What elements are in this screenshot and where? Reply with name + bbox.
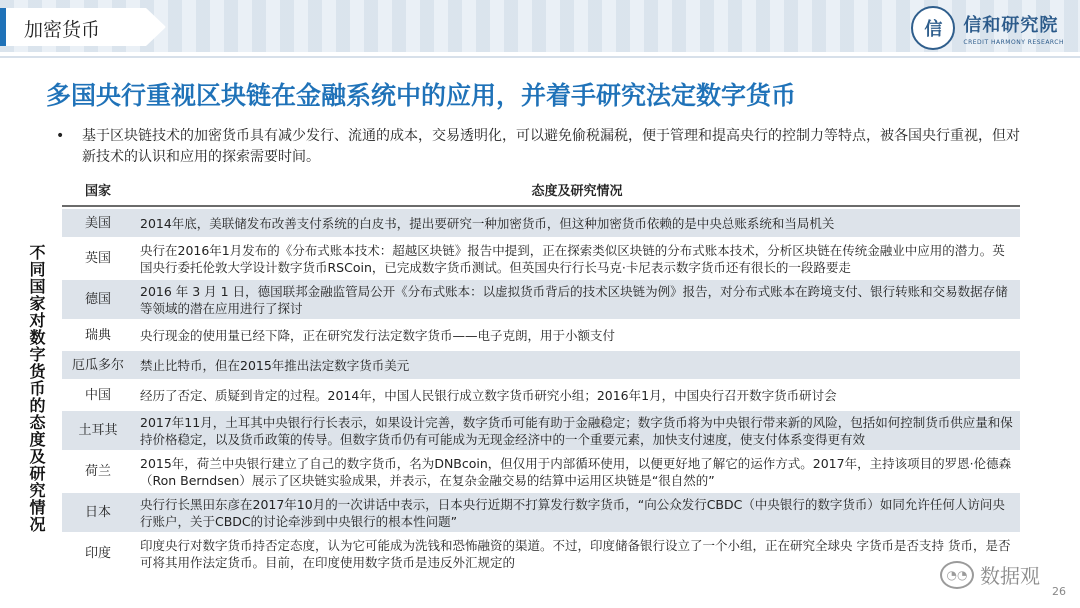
attitude-cell: 央行行长黑田东彦在2017年10月的一次讲话中表示，日本央行近期不打算发行数字货币，“向公众发行CBDC（中央银行的数字货币）如同允许任何人访问央行账户，关于CBDC的讨论牵涉到中央银行的根本性问题” <box>134 493 1020 532</box>
logo-title: 信和研究院 <box>963 14 1059 36</box>
section-tab-label: 加密货币 <box>24 19 101 41</box>
table-row <box>62 239 1020 278</box>
country-cell: 荷兰 <box>62 452 134 491</box>
country-cell: 印度 <box>62 534 134 573</box>
header-divider <box>0 56 1080 58</box>
country-cell: 德国 <box>62 280 134 319</box>
attitude-cell: 2017年11月，土耳其中央银行行长表示，如果设计完善，数字货币可能有助于金融稳定；数字货币将为中央银行带来新的风险，包括如何控制货币供应量和保持价格稳定，以及货币政策的传导。但数字货币仍有可能成为无现金经济中的一个重要元素，加快支付速度，使支付体系变得更有效 <box>134 411 1020 450</box>
country-cell: 厄瓜多尔 <box>62 351 134 379</box>
country-cell: 土耳其 <box>62 411 134 450</box>
column-header-attitude: 态度及研究情况 <box>134 177 1020 207</box>
logo-emblem-icon: 信 <box>911 6 955 50</box>
wechat-icon: ◔◔ <box>940 561 974 589</box>
side-vertical-label: 不同国家对数字货币的态度及研究情况 <box>27 244 46 533</box>
attitude-cell: 央行现金的使用量已经下降，正在研究发行法定数字货币——电子克朗，用于小额支付 <box>134 321 1020 349</box>
country-attitude-table <box>62 175 1020 575</box>
table-row <box>62 209 1020 237</box>
watermark-text: 数据观 <box>980 564 1040 588</box>
bullet-text: 基于区块链技术的加密货币具有减少发行、流通的成本，交易透明化，可以避免偷税漏税，便于管理和提高央行的控制力等特点，被各国央行重视，但对新技术的认识和应用的探索需要时间。 <box>82 128 1020 165</box>
table-row <box>62 321 1020 349</box>
country-cell: 美国 <box>62 209 134 237</box>
bullet-marker: • <box>56 128 65 144</box>
country-cell: 瑞典 <box>62 321 134 349</box>
table-row <box>62 351 1020 379</box>
attitude-cell: 经历了否定、质疑到肯定的过程。2014年，中国人民银行成立数字货币研究小组；2016年1月，中国央行召开数字货币研讨会 <box>134 381 1020 409</box>
table-row <box>62 280 1020 319</box>
country-cell: 日本 <box>62 493 134 532</box>
table-row <box>62 534 1020 573</box>
attitude-cell: 印度央行对数字货币持否定态度，认为它可能成为洗钱和恐怖融资的渠道。不过，印度储备银行设立了一个小组，正在研究全球央 字货币是否支持 货币，是否可将其用作法定货币。目前，在印度使用数字货币是违反外汇规定的 <box>134 534 1020 573</box>
column-header-country: 国家 <box>62 177 134 207</box>
table-row <box>62 381 1020 409</box>
page-number: 26 <box>1052 585 1066 598</box>
watermark <box>940 560 1040 589</box>
attitude-cell: 禁止比特币，但在2015年推出法定数字货币美元 <box>134 351 1020 379</box>
attitude-cell: 2014年底，美联储发布改善支付系统的白皮书，提出要研究一种加密货币，但这种加密货币依赖的是中央总账系统和当局机关 <box>134 209 1020 237</box>
section-tab-accent <box>0 8 6 46</box>
table-row <box>62 493 1020 532</box>
country-cell: 中国 <box>62 381 134 409</box>
attitude-cell: 2016 年 3 月 1 日，德国联邦金融监管局公开《分布式账本：以虚拟货币背后的技术区块链为例》报告，对分布式账本在跨境支付、银行转账和交易数据存储等领域的潜在应用进行了探讨 <box>134 280 1020 319</box>
attitude-cell: 2015年，荷兰中央银行建立了自己的数字货币，名为DNBcoin，但仅用于内部循环使用，以便更好地了解它的运作方式。2017年，主持该项目的罗恩·伦德森（Ron Berndsen）展示了区块链实验成果，并表示，在复杂金融交易的结算中运用区块链是“很自然的” <box>134 452 1020 491</box>
logo <box>911 6 1064 50</box>
intro-bullet <box>56 126 1026 168</box>
slide-title: 多国央行重视区块链在金融系统中的应用，并着手研究法定数字货币 <box>46 81 797 110</box>
country-cell: 英国 <box>62 239 134 278</box>
attitude-cell: 央行在2016年1月发布的《分布式账本技术：超越区块链》报告中提到，正在探索类似区块链的分布式账本技术，分析区块链在传统金融业中应用的潜力。英国央行委托伦敦大学设计数字货币RSCoin，已完成数字货币测试。但英国央行行长马克·卡尼表示数字货币还有很长的一段路要走 <box>134 239 1020 278</box>
table-row <box>62 411 1020 450</box>
logo-subtitle: CREDIT HARMONY RESEARCH <box>963 38 1064 46</box>
table-row <box>62 452 1020 491</box>
